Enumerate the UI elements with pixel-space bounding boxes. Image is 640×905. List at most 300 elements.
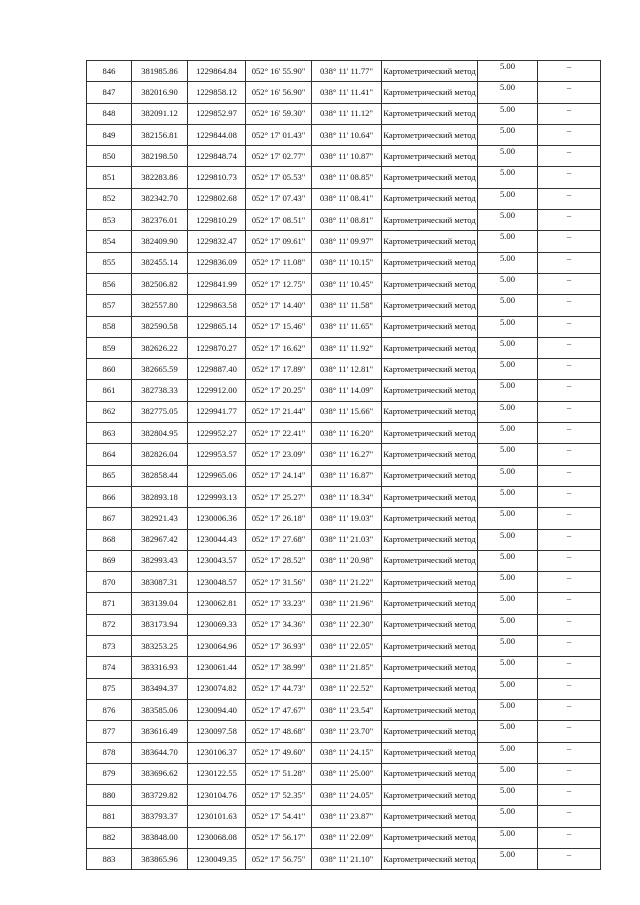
table-row [87,61,601,82]
longitude-cell: 038° 11' 10.87" [312,146,382,167]
table-row [87,423,601,444]
longitude-cell: 038° 11' 11.58" [312,295,382,316]
method-cell: Картометрический метод [382,742,478,763]
note-cell: – [538,380,601,401]
x-coordinate-cell: 382198.50 [132,146,188,167]
accuracy-cell: 5.00 [478,848,538,869]
y-coordinate-cell: 1230094.40 [188,699,246,720]
table-row [87,146,601,167]
longitude-cell: 038° 11' 10.64" [312,124,382,145]
note-cell: – [538,401,601,422]
y-coordinate-cell: 1229912.00 [188,380,246,401]
point-number-cell: 871 [87,593,132,614]
point-number-cell: 859 [87,337,132,358]
method-cell: Картометрический метод [382,763,478,784]
note-cell: – [538,146,601,167]
note-cell: – [538,657,601,678]
method-cell: Картометрический метод [382,61,478,82]
note-cell: – [538,252,601,273]
table-row [87,444,601,465]
method-cell: Картометрический метод [382,423,478,444]
method-cell: Картометрический метод [382,721,478,742]
y-coordinate-cell: 1229844.08 [188,124,246,145]
note-cell: – [538,699,601,720]
method-cell: Картометрический метод [382,699,478,720]
y-coordinate-cell: 1229836.09 [188,252,246,273]
latitude-cell: 052° 17' 33.23" [246,593,312,614]
latitude-cell: 052° 17' 14.40" [246,295,312,316]
longitude-cell: 038° 11' 23.70" [312,721,382,742]
x-coordinate-cell: 382376.01 [132,210,188,231]
x-coordinate-cell: 383173.94 [132,614,188,635]
x-coordinate-cell: 382506.82 [132,273,188,294]
note-cell: – [538,806,601,827]
method-cell: Картометрический метод [382,486,478,507]
note-cell: – [538,614,601,635]
note-cell: – [538,423,601,444]
x-coordinate-cell: 383494.37 [132,678,188,699]
accuracy-cell: 5.00 [478,742,538,763]
latitude-cell: 052° 17' 02.77" [246,146,312,167]
x-coordinate-cell: 382091.12 [132,103,188,124]
method-cell: Картометрический метод [382,252,478,273]
x-coordinate-cell: 383616.49 [132,721,188,742]
accuracy-cell: 5.00 [478,359,538,380]
note-cell: – [538,593,601,614]
latitude-cell: 052° 17' 05.53" [246,167,312,188]
note-cell: – [538,124,601,145]
table-row [87,465,601,486]
y-coordinate-cell: 1230074.82 [188,678,246,699]
table-row [87,848,601,869]
accuracy-cell: 5.00 [478,295,538,316]
y-coordinate-cell: 1229993.13 [188,486,246,507]
latitude-cell: 052° 17' 44.73" [246,678,312,699]
x-coordinate-cell: 382557.80 [132,295,188,316]
table-row [87,678,601,699]
latitude-cell: 052° 16' 59.30" [246,103,312,124]
point-number-cell: 865 [87,465,132,486]
longitude-cell: 038° 11' 21.85" [312,657,382,678]
latitude-cell: 052° 17' 25.27" [246,486,312,507]
longitude-cell: 038° 11' 23.54" [312,699,382,720]
point-number-cell: 867 [87,508,132,529]
point-number-cell: 849 [87,124,132,145]
note-cell: – [538,61,601,82]
latitude-cell: 052° 17' 38.99" [246,657,312,678]
longitude-cell: 038° 11' 11.12" [312,103,382,124]
y-coordinate-cell: 1230069.33 [188,614,246,635]
note-cell: – [538,231,601,252]
table-row [87,380,601,401]
table-row [87,763,601,784]
method-cell: Картометрический метод [382,827,478,848]
table-row [87,359,601,380]
longitude-cell: 038° 11' 11.41" [312,82,382,103]
point-number-cell: 875 [87,678,132,699]
note-cell: – [538,273,601,294]
note-cell: – [538,550,601,571]
y-coordinate-cell: 1229887.40 [188,359,246,380]
latitude-cell: 052° 17' 54.41" [246,806,312,827]
table-row [87,614,601,635]
method-cell: Картометрический метод [382,529,478,550]
longitude-cell: 038° 11' 21.96" [312,593,382,614]
point-number-cell: 874 [87,657,132,678]
y-coordinate-cell: 1229852.97 [188,103,246,124]
latitude-cell: 052° 17' 08.51" [246,210,312,231]
note-cell: – [538,210,601,231]
method-cell: Картометрический метод [382,337,478,358]
point-number-cell: 854 [87,231,132,252]
table-row [87,593,601,614]
accuracy-cell: 5.00 [478,273,538,294]
latitude-cell: 052° 17' 21.44" [246,401,312,422]
note-cell: – [538,636,601,657]
table-row [87,486,601,507]
longitude-cell: 038° 11' 10.45" [312,273,382,294]
point-number-cell: 848 [87,103,132,124]
longitude-cell: 038° 11' 22.52" [312,678,382,699]
note-cell: – [538,359,601,380]
point-number-cell: 847 [87,82,132,103]
accuracy-cell: 5.00 [478,529,538,550]
y-coordinate-cell: 1230044.43 [188,529,246,550]
x-coordinate-cell: 382993.43 [132,550,188,571]
latitude-cell: 052° 17' 56.75" [246,848,312,869]
x-coordinate-cell: 381985.86 [132,61,188,82]
longitude-cell: 038° 11' 16.20" [312,423,382,444]
x-coordinate-cell: 382665.59 [132,359,188,380]
method-cell: Картометрический метод [382,82,478,103]
note-cell: – [538,82,601,103]
accuracy-cell: 5.00 [478,167,538,188]
note-cell: – [538,188,601,209]
table-row [87,231,601,252]
accuracy-cell: 5.00 [478,146,538,167]
longitude-cell: 038° 11' 08.85" [312,167,382,188]
accuracy-cell: 5.00 [478,465,538,486]
latitude-cell: 052° 17' 31.56" [246,572,312,593]
point-number-cell: 878 [87,742,132,763]
accuracy-cell: 5.00 [478,401,538,422]
method-cell: Картометрический метод [382,188,478,209]
table-row [87,572,601,593]
note-cell: – [538,785,601,806]
point-number-cell: 856 [87,273,132,294]
accuracy-cell: 5.00 [478,82,538,103]
latitude-cell: 052° 17' 16.62" [246,337,312,358]
accuracy-cell: 5.00 [478,316,538,337]
longitude-cell: 038° 11' 15.66" [312,401,382,422]
table-row [87,785,601,806]
latitude-cell: 052° 17' 22.41" [246,423,312,444]
table-row [87,508,601,529]
method-cell: Картометрический метод [382,785,478,806]
latitude-cell: 052° 17' 47.67" [246,699,312,720]
accuracy-cell: 5.00 [478,785,538,806]
accuracy-cell: 5.00 [478,508,538,529]
x-coordinate-cell: 382016.90 [132,82,188,103]
method-cell: Картометрический метод [382,231,478,252]
accuracy-cell: 5.00 [478,231,538,252]
latitude-cell: 052° 17' 28.52" [246,550,312,571]
note-cell: – [538,486,601,507]
table-row [87,529,601,550]
accuracy-cell: 5.00 [478,550,538,571]
note-cell: – [538,167,601,188]
note-cell: – [538,827,601,848]
note-cell: – [538,763,601,784]
accuracy-cell: 5.00 [478,61,538,82]
point-number-cell: 861 [87,380,132,401]
x-coordinate-cell: 383865.96 [132,848,188,869]
method-cell: Картометрический метод [382,210,478,231]
table-row [87,295,601,316]
longitude-cell: 038° 11' 09.97" [312,231,382,252]
note-cell: – [538,678,601,699]
table-row [87,657,601,678]
note-cell: – [538,572,601,593]
x-coordinate-cell: 382626.22 [132,337,188,358]
accuracy-cell: 5.00 [478,763,538,784]
y-coordinate-cell: 1230043.57 [188,550,246,571]
accuracy-cell: 5.00 [478,699,538,720]
y-coordinate-cell: 1229810.29 [188,210,246,231]
latitude-cell: 052° 17' 51.28" [246,763,312,784]
x-coordinate-cell: 383316.93 [132,657,188,678]
y-coordinate-cell: 1230068.08 [188,827,246,848]
accuracy-cell: 5.00 [478,124,538,145]
accuracy-cell: 5.00 [478,188,538,209]
latitude-cell: 052° 17' 01.43" [246,124,312,145]
longitude-cell: 038° 11' 10.15" [312,252,382,273]
y-coordinate-cell: 1230006.36 [188,508,246,529]
longitude-cell: 038° 11' 25.00" [312,763,382,784]
coordinates-table [86,60,601,870]
method-cell: Картометрический метод [382,295,478,316]
y-coordinate-cell: 1229848.74 [188,146,246,167]
y-coordinate-cell: 1230062.81 [188,593,246,614]
longitude-cell: 038° 11' 11.77" [312,61,382,82]
accuracy-cell: 5.00 [478,593,538,614]
accuracy-cell: 5.00 [478,444,538,465]
longitude-cell: 038° 11' 24.15" [312,742,382,763]
longitude-cell: 038° 11' 22.09" [312,827,382,848]
accuracy-cell: 5.00 [478,337,538,358]
accuracy-cell: 5.00 [478,210,538,231]
x-coordinate-cell: 383087.31 [132,572,188,593]
x-coordinate-cell: 382826.04 [132,444,188,465]
y-coordinate-cell: 1230048.57 [188,572,246,593]
note-cell: – [538,295,601,316]
table-row [87,188,601,209]
accuracy-cell: 5.00 [478,380,538,401]
longitude-cell: 038° 11' 19.03" [312,508,382,529]
accuracy-cell: 5.00 [478,827,538,848]
method-cell: Картометрический метод [382,806,478,827]
table-row [87,550,601,571]
x-coordinate-cell: 383729.82 [132,785,188,806]
method-cell: Картометрический метод [382,359,478,380]
table-row [87,210,601,231]
y-coordinate-cell: 1229802.68 [188,188,246,209]
table-row [87,273,601,294]
latitude-cell: 052° 17' 09.61" [246,231,312,252]
method-cell: Картометрический метод [382,614,478,635]
table-row [87,337,601,358]
table-row [87,252,601,273]
point-number-cell: 881 [87,806,132,827]
table-row [87,806,601,827]
table-row [87,124,601,145]
note-cell: – [538,316,601,337]
note-cell: – [538,465,601,486]
longitude-cell: 038° 11' 08.81" [312,210,382,231]
longitude-cell: 038° 11' 12.81" [312,359,382,380]
accuracy-cell: 5.00 [478,103,538,124]
longitude-cell: 038° 11' 11.65" [312,316,382,337]
y-coordinate-cell: 1229965.06 [188,465,246,486]
y-coordinate-cell: 1229941.77 [188,401,246,422]
latitude-cell: 052° 17' 07.43" [246,188,312,209]
y-coordinate-cell: 1230104.76 [188,785,246,806]
y-coordinate-cell: 1229863.58 [188,295,246,316]
method-cell: Картометрический метод [382,465,478,486]
point-number-cell: 873 [87,636,132,657]
accuracy-cell: 5.00 [478,657,538,678]
method-cell: Картометрический метод [382,508,478,529]
latitude-cell: 052° 17' 17.89" [246,359,312,380]
latitude-cell: 052° 17' 48.68" [246,721,312,742]
table-row [87,742,601,763]
y-coordinate-cell: 1230049.35 [188,848,246,869]
latitude-cell: 052° 17' 36.93" [246,636,312,657]
longitude-cell: 038° 11' 22.05" [312,636,382,657]
latitude-cell: 052° 17' 56.17" [246,827,312,848]
point-number-cell: 880 [87,785,132,806]
y-coordinate-cell: 1230106.37 [188,742,246,763]
y-coordinate-cell: 1230097.58 [188,721,246,742]
point-number-cell: 862 [87,401,132,422]
latitude-cell: 052° 17' 23.09" [246,444,312,465]
latitude-cell: 052° 17' 52.35" [246,785,312,806]
point-number-cell: 863 [87,423,132,444]
latitude-cell: 052° 17' 15.46" [246,316,312,337]
note-cell: – [538,848,601,869]
latitude-cell: 052° 17' 11.08" [246,252,312,273]
point-number-cell: 866 [87,486,132,507]
point-number-cell: 882 [87,827,132,848]
method-cell: Картометрический метод [382,444,478,465]
longitude-cell: 038° 11' 21.10" [312,848,382,869]
point-number-cell: 870 [87,572,132,593]
method-cell: Картометрический метод [382,401,478,422]
accuracy-cell: 5.00 [478,252,538,273]
point-number-cell: 879 [87,763,132,784]
point-number-cell: 853 [87,210,132,231]
method-cell: Картометрический метод [382,167,478,188]
table-row [87,699,601,720]
y-coordinate-cell: 1230064.96 [188,636,246,657]
x-coordinate-cell: 382156.81 [132,124,188,145]
y-coordinate-cell: 1229864.84 [188,61,246,82]
method-cell: Картометрический метод [382,593,478,614]
method-cell: Картометрический метод [382,572,478,593]
note-cell: – [538,721,601,742]
latitude-cell: 052° 17' 34.36" [246,614,312,635]
x-coordinate-cell: 383585.06 [132,699,188,720]
table-row [87,103,601,124]
table-row [87,82,601,103]
point-number-cell: 876 [87,699,132,720]
point-number-cell: 851 [87,167,132,188]
latitude-cell: 052° 16' 55.90" [246,61,312,82]
y-coordinate-cell: 1229832.47 [188,231,246,252]
x-coordinate-cell: 382921.43 [132,508,188,529]
x-coordinate-cell: 383793.37 [132,806,188,827]
note-cell: – [538,529,601,550]
longitude-cell: 038° 11' 16.87" [312,465,382,486]
y-coordinate-cell: 1229952.27 [188,423,246,444]
longitude-cell: 038° 11' 20.98" [312,550,382,571]
table-body [87,61,601,870]
longitude-cell: 038° 11' 14.09" [312,380,382,401]
accuracy-cell: 5.00 [478,678,538,699]
accuracy-cell: 5.00 [478,636,538,657]
y-coordinate-cell: 1230061.44 [188,657,246,678]
accuracy-cell: 5.00 [478,572,538,593]
latitude-cell: 052° 17' 24.14" [246,465,312,486]
method-cell: Картометрический метод [382,657,478,678]
point-number-cell: 857 [87,295,132,316]
x-coordinate-cell: 382342.70 [132,188,188,209]
method-cell: Картометрический метод [382,678,478,699]
y-coordinate-cell: 1229858.12 [188,82,246,103]
longitude-cell: 038° 11' 21.03" [312,529,382,550]
point-number-cell: 858 [87,316,132,337]
method-cell: Картометрический метод [382,316,478,337]
method-cell: Картометрический метод [382,146,478,167]
table-row [87,167,601,188]
longitude-cell: 038° 11' 24.05" [312,785,382,806]
note-cell: – [538,103,601,124]
method-cell: Картометрический метод [382,273,478,294]
longitude-cell: 038° 11' 21.22" [312,572,382,593]
point-number-cell: 850 [87,146,132,167]
x-coordinate-cell: 382738.33 [132,380,188,401]
longitude-cell: 038° 11' 16.27" [312,444,382,465]
table-row [87,636,601,657]
point-number-cell: 869 [87,550,132,571]
point-number-cell: 877 [87,721,132,742]
latitude-cell: 052° 17' 27.68" [246,529,312,550]
x-coordinate-cell: 382858.44 [132,465,188,486]
y-coordinate-cell: 1230122.55 [188,763,246,784]
y-coordinate-cell: 1230101.63 [188,806,246,827]
x-coordinate-cell: 382283.86 [132,167,188,188]
x-coordinate-cell: 383696.62 [132,763,188,784]
method-cell: Картометрический метод [382,380,478,401]
x-coordinate-cell: 382804.95 [132,423,188,444]
longitude-cell: 038° 11' 11.92" [312,337,382,358]
longitude-cell: 038° 11' 08.41" [312,188,382,209]
y-coordinate-cell: 1229810.73 [188,167,246,188]
point-number-cell: 860 [87,359,132,380]
method-cell: Картометрический метод [382,103,478,124]
accuracy-cell: 5.00 [478,721,538,742]
y-coordinate-cell: 1229841.99 [188,273,246,294]
